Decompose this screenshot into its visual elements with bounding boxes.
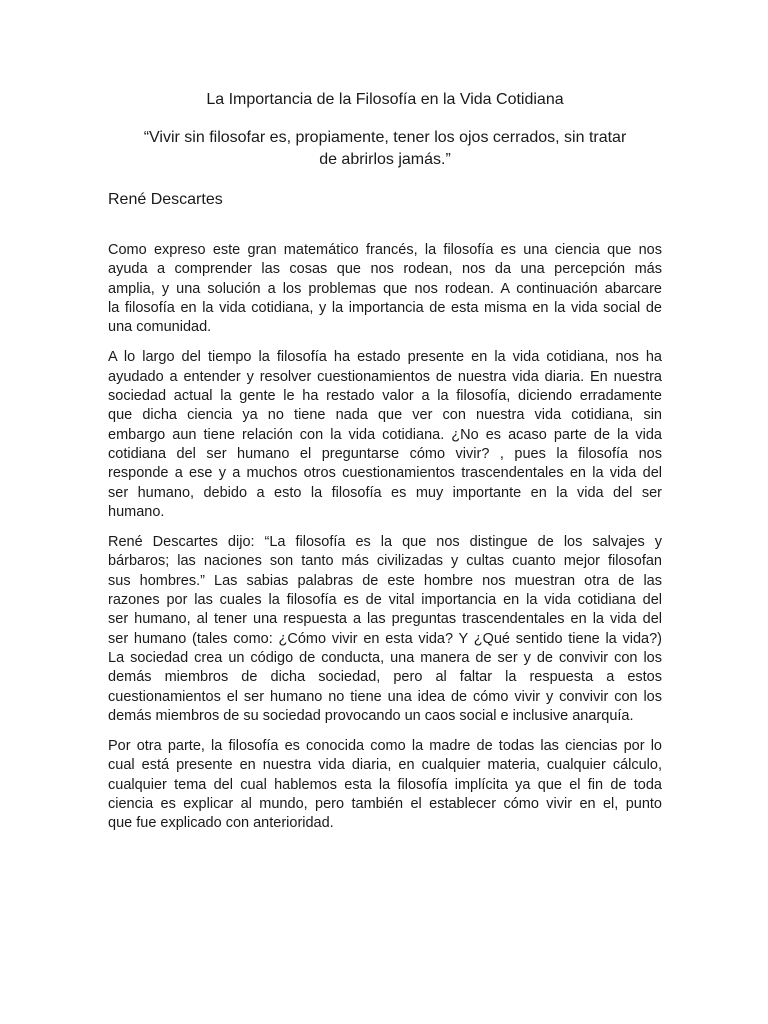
text-line: Como expreso este gran matemático francés, la filosofía es una ciencia que nos — [108, 242, 662, 258]
text-line: ser humano (tales como: ¿Cómo vivir en esta vida? Y ¿Qué sentido tiene la vida?) — [108, 630, 662, 647]
text-line: que dicha ciencia ya no tiene nada que ver con nuestra vida cotidiana, sin — [108, 407, 662, 424]
epigraph-quote — [108, 127, 662, 171]
text-line: René Descartes dijo: “La filosofía es la que nos distingue de los salvajes y — [108, 534, 662, 551]
text-line: ciencia es explicar al mundo, pero también el establecer cómo vivir en el, punto — [108, 796, 662, 813]
text-line: cualquier tema del cual hablemos esta la filosofía implícita ya que el fin de toda — [108, 776, 662, 793]
quote-line: de abrirlos jamás.” — [319, 151, 451, 168]
text-line: humano. — [108, 503, 165, 520]
text-line: razones por las cuales la filosofía es de vital importancia en la vida cotidiana del — [108, 592, 662, 609]
text-line: A lo largo del tiempo la filosofía ha estado presente en la vida cotidiana, nos ha — [108, 349, 662, 366]
paragraph-3 — [108, 533, 662, 726]
paragraph-1 — [108, 241, 662, 337]
paragraph-2 — [108, 348, 662, 522]
quote-line: “Vivir sin filosofar es, propiamente, tener los ojos cerrados, sin tratar — [143, 129, 627, 146]
text-line: La sociedad crea un código de conducta, una manera de ser y de convivir con los — [108, 649, 662, 666]
text-line: la filosofía en la vida cotidiana, y la importancia de esta misma en la vida social de — [108, 299, 662, 316]
text-line: ser humano, debido a esto la filosofía es muy importante en la vida del ser — [108, 484, 662, 501]
quote-author: René Descartes — [108, 191, 223, 208]
document-title: La Importancia de la Filosofía en la Vida Cotidiana — [206, 91, 564, 108]
document-body — [108, 241, 662, 845]
text-line: cuestionamientos el ser humano no tiene una idea de cómo vivir y convivir con los — [108, 688, 662, 705]
text-line: responde a ese y a muchos otros cuestionamientos trascendentales en la vida del — [108, 465, 662, 482]
text-line: ayuda a comprender las cosas que nos rodean, nos da una percepción más — [108, 261, 662, 278]
text-line: una comunidad. — [108, 319, 212, 336]
text-line: cual está presente en nuestra vida diaria, en cualquier materia, cualquier cálculo, — [108, 757, 662, 774]
text-line: que fue explicado con anterioridad. — [108, 815, 334, 832]
text-line: cotidiana del ser humano el preguntarse cómo vivir? , pues la filosofía nos — [108, 445, 662, 462]
text-line: demás miembros de dicha sociedad, pero al faltar la respuesta a estos — [108, 669, 662, 686]
text-line: demás miembros de su sociedad provocando un caos social e inclusive anarquía. — [108, 707, 634, 724]
text-line: ayudado a entender y resolver cuestionamientos de nuestra vida diaria. En nuestra — [108, 368, 662, 385]
text-line: ser humano, al tener una respuesta a las preguntas trascendentales en la vida del — [108, 611, 662, 628]
text-line: sus hombres.” Las sabias palabras de este hombre nos muestran otra de las — [108, 572, 662, 589]
paragraph-4 — [108, 737, 662, 833]
text-line: amplia, y una solución a los problemas que nos rodean. A continuación abarcare — [108, 280, 662, 297]
text-line: embargo aun tiene relación con la vida cotidiana. ¿No es acaso parte de la vida — [108, 426, 662, 443]
text-line: bárbaros; las naciones son tanto más civilizadas y cultas cuanto mejor filosofan — [108, 553, 662, 570]
text-line: Por otra parte, la filosofía es conocida como la madre de todas las ciencias por lo — [108, 738, 662, 755]
text-line: sociedad actual la gente le ha restado valor a la filosofía, diciendo erradamente — [108, 388, 662, 405]
